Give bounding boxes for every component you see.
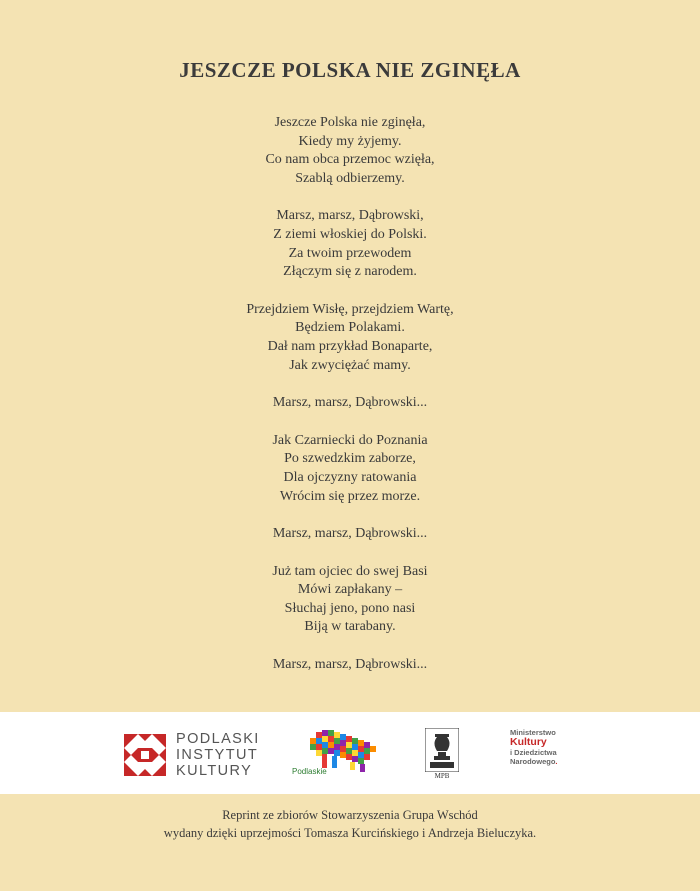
podlaski-instytut-kultury-logo	[124, 730, 260, 780]
poem-line: Marsz, marsz, Dąbrowski,	[276, 208, 424, 224]
poem-line: Słuchaj jeno, pono nasi	[284, 600, 416, 616]
poem-line: Jak Czarniecki do Poznania	[272, 432, 428, 448]
poem-line: Przejdziem Wisłę, przejdziem Wartę,	[246, 301, 454, 317]
mpb-label: MPB	[434, 772, 450, 780]
urn-emblem-icon	[425, 728, 459, 772]
poem-line: Już tam ojciec do swej Basi	[272, 563, 428, 579]
poem-line: Co nam obca przemoc wzięła,	[265, 152, 435, 168]
refrain	[0, 656, 700, 675]
poem-line: Za twoim przewodem	[288, 245, 412, 261]
poem-line: Złączym się z narodem.	[283, 264, 417, 280]
poem-line: Kiedy my żyjemy.	[298, 133, 402, 149]
poem-line: Marsz, marsz, Dąbrowski...	[272, 395, 428, 411]
poem-line: Biją w tarabany.	[304, 619, 396, 635]
pik-line: KULTURY	[176, 763, 253, 779]
pik-line: PODLASKI	[176, 731, 260, 747]
poem-line: Wrócim się przez morze.	[279, 488, 421, 504]
poem-line: Szablą odbierzemy.	[295, 170, 405, 186]
stanza-5	[0, 563, 700, 637]
ministerstwo-kultury-logo	[510, 728, 590, 766]
stanza-4	[0, 432, 700, 506]
logo-band	[0, 712, 700, 794]
mkidn-line-4-text: Narodowego	[510, 757, 556, 766]
red-dot-icon: .	[555, 757, 558, 766]
poem-line: Marsz, marsz, Dąbrowski...	[272, 526, 428, 542]
refrain	[0, 394, 700, 413]
footer-line-1: Reprint ze zbiorów Stowarzyszenia Grupa Wschód	[222, 808, 478, 822]
mkidn-line-4	[510, 757, 590, 766]
page-title: JESZCZE POLSKA NIE ZGINĘŁA	[179, 58, 521, 82]
poem-line: Z ziemi włoskiej do Polski.	[273, 226, 427, 242]
poem-line: Dla ojczyzny ratowania	[283, 469, 417, 485]
mkidn-line-2: Kultury	[510, 736, 547, 748]
stanza-1	[0, 114, 700, 188]
refrain	[0, 525, 700, 544]
podlaskie-logo	[290, 726, 390, 782]
poem-line: Będziem Polakami.	[295, 320, 405, 336]
footer-line-2: wydany dzięki uprzejmości Tomasza Kurcińskiego i Andrzeja Bieluczyka.	[163, 826, 537, 840]
podlaskie-label: Podlaskie	[292, 767, 327, 776]
poem-line: Mówi zapłakany –	[297, 582, 403, 598]
pik-star-icon	[124, 734, 166, 776]
pik-line: INSTYTUT	[176, 747, 259, 763]
stanza-2	[0, 207, 700, 281]
mpb-logo	[425, 728, 459, 780]
pik-text	[176, 731, 260, 779]
poem-line: Marsz, marsz, Dąbrowski...	[272, 657, 428, 673]
poem-line: Po szwedzkim zaborze,	[284, 451, 416, 467]
mkidn-line-1: Ministerstwo	[510, 728, 556, 737]
stanza-3	[0, 301, 700, 375]
poem	[0, 114, 700, 694]
poem-line: Jeszcze Polska nie zginęła,	[274, 115, 426, 130]
footer	[0, 806, 700, 842]
poem-line: Jak zwyciężać mamy.	[289, 357, 411, 373]
poem-line: Dał nam przykład Bonaparte,	[267, 338, 433, 354]
mkidn-line-3: i Dziedzictwa	[510, 748, 557, 757]
